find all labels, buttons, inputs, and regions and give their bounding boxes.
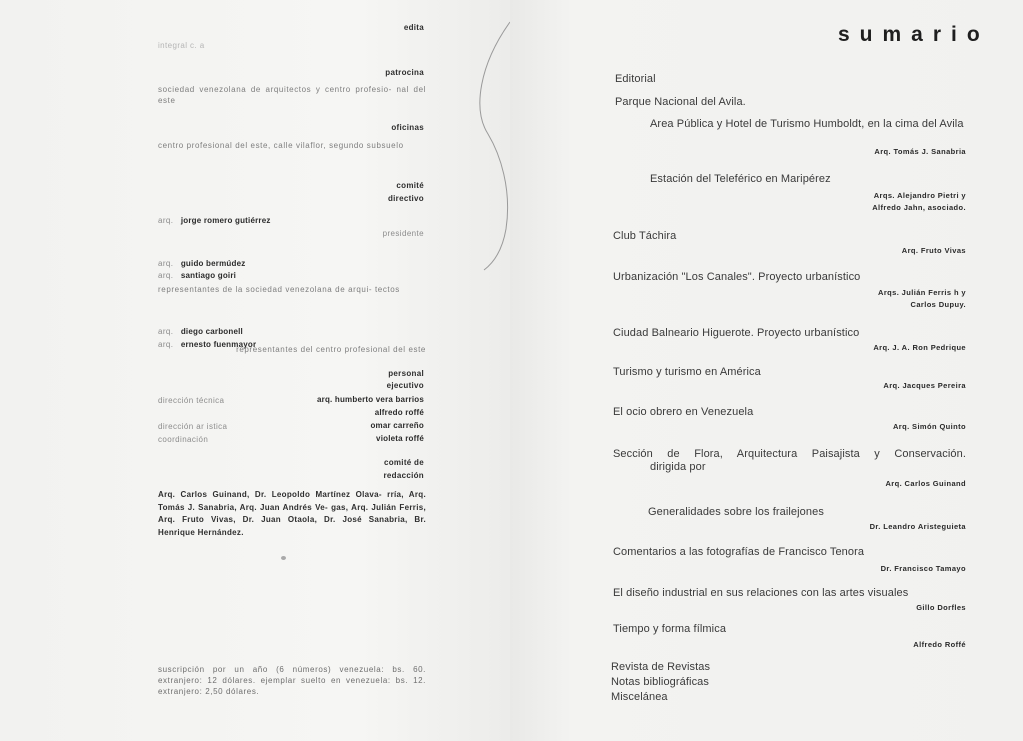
member-line-2 <box>158 265 236 283</box>
toc-entry-flora: Sección de Flora, Arquitectura Paisajista y Conservación. <box>613 448 966 460</box>
toc-entry-revista-revistas: Revista de Revistas <box>611 661 711 673</box>
arq-prefix: arq. <box>158 271 174 280</box>
toc-author: Arqs. Julián Ferris h y <box>878 288 966 297</box>
toc-author: Carlos Dupuy. <box>910 300 966 309</box>
toc-entry-frailejones: Generalidades sobre los frailejones <box>648 506 824 518</box>
toc-entry-higuerote: Ciudad Balneario Higuerote. Proyecto urbanístico <box>613 327 860 339</box>
toc-entry-club-tachira: Club Táchira <box>613 230 677 242</box>
tech-direction-name-2: alfredo roffé <box>374 408 424 417</box>
redaccion-members: Arq. Carlos Guinand, Dr. Leopoldo Martínez Olava- rría, Arq. Tomás J. Sanabria, Arq. Juan Andrés Ve- gas, Arq. Julián Ferris, Arq. Fruto Vivas, Dr. Juan Otaola, Dr. José Sanabria, Br. Henrique Hernández. <box>158 490 426 537</box>
president-line <box>158 210 271 228</box>
toc-author: Arq. Tomás J. Sanabria <box>874 147 966 156</box>
member-name: santiago goiri <box>180 271 237 280</box>
member-name: diego carbonell <box>180 327 243 336</box>
cpe-representatives: representantes del centro profesional del este <box>236 345 426 354</box>
sva-representatives: representantes de la sociedad venezolana de arqui- tectos <box>158 285 400 294</box>
toc-author: Gillo Dorfles <box>916 603 966 612</box>
left-page <box>0 0 510 741</box>
president-role: presidente <box>382 229 424 238</box>
coordination-name: violeta roffé <box>376 434 424 443</box>
toc-entry-parque-avila: Parque Nacional del Avila. <box>615 96 746 108</box>
arq-prefix: arq. <box>158 259 174 268</box>
patrocina-text: sociedad venezolana de arquitectos y centro profesio- nal del este <box>158 85 426 105</box>
art-direction-name: omar carreño <box>370 421 424 430</box>
toc-author: Arq. Carlos Guinand <box>885 479 966 488</box>
oficinas-label: oficinas <box>391 123 424 132</box>
member-name: guido bermúdez <box>180 259 246 268</box>
toc-entry-turismo: Turismo y turismo en América <box>613 366 761 378</box>
comite-redaccion-label-2: redacción <box>383 471 424 480</box>
edita-value: integral c. a <box>158 41 205 50</box>
toc-entry-editorial: Editorial <box>615 73 656 85</box>
member-name: ernesto fuenmayor <box>180 340 257 349</box>
tech-direction-name-1: arq. humberto vera barrios <box>316 395 424 404</box>
toc-entry-fotografias: Comentarios a las fotografías de Francisco Tenora <box>613 546 865 558</box>
art-direction-role: dirección ar istica <box>158 422 228 431</box>
toc-author: Arq. Jacques Pereira <box>883 381 966 390</box>
toc-author: Arq. J. A. Ron Pedrique <box>873 343 966 352</box>
toc-entry-flora-sub: dirigida por <box>650 461 706 473</box>
toc-author: Alfredo Jahn, asociado. <box>872 203 966 212</box>
toc-entry-ocio-obrero: El ocio obrero en Venezuela <box>613 406 754 418</box>
ornament-dot <box>281 556 286 560</box>
coordination-role: coordinación <box>158 435 209 444</box>
tech-direction-role: dirección técnica <box>158 396 225 405</box>
edita-label: edita <box>403 23 424 32</box>
toc-author: Arq. Simón Quinto <box>892 422 966 431</box>
subscription-info: suscripción por un año (6 números) venezuela: bs. 60. extranjero: 12 dólares. ejemplar suelto en venezuela: bs. 12. extranjero: 2,50 dólares. <box>158 665 426 696</box>
comite-redaccion-label-1: comité de <box>383 458 424 467</box>
toc-entry-notas-bibliograficas: Notas bibliográficas <box>611 676 709 688</box>
toc-entry-area-publica: Area Pública y Hotel de Turismo Humboldt, en la cima del Avila <box>650 118 964 130</box>
right-page <box>510 0 1023 741</box>
comite-directivo-label-2: directivo <box>387 194 424 203</box>
toc-entry-diseno-industrial: El diseño industrial en sus relaciones con las artes visuales <box>613 587 909 599</box>
toc-entry-teleferico: Estación del Teleférico en Maripérez <box>650 173 831 185</box>
arq-prefix: arq. <box>158 216 174 225</box>
comite-directivo-label-1: comité <box>396 181 424 190</box>
toc-author: Dr. Leandro Aristeguieta <box>869 522 966 531</box>
toc-author: Arqs. Alejandro Pietri y <box>873 191 966 200</box>
arq-prefix: arq. <box>158 340 174 349</box>
toc-author: Dr. Francisco Tamayo <box>880 564 966 573</box>
president-name: jorge romero gutiérrez <box>180 216 271 225</box>
personal-label: personal <box>388 369 424 378</box>
toc-author: Alfredo Roffé <box>913 640 966 649</box>
sumario-title: sumario <box>838 23 990 46</box>
toc-entry-los-canales: Urbanización "Los Canales". Proyecto urbanístico <box>613 271 861 283</box>
toc-entry-miscelanea: Miscelánea <box>611 691 668 703</box>
arq-prefix: arq. <box>158 327 174 336</box>
toc-author: Arq. Fruto Vivas <box>901 246 966 255</box>
patrocina-label: patrocina <box>385 68 424 77</box>
toc-entry-tiempo-forma: Tiempo y forma fílmica <box>613 623 727 635</box>
oficinas-text: centro profesional del este, calle vilaflor, segundo subsuelo <box>158 141 404 150</box>
ejecutivo-label: ejecutivo <box>386 381 424 390</box>
